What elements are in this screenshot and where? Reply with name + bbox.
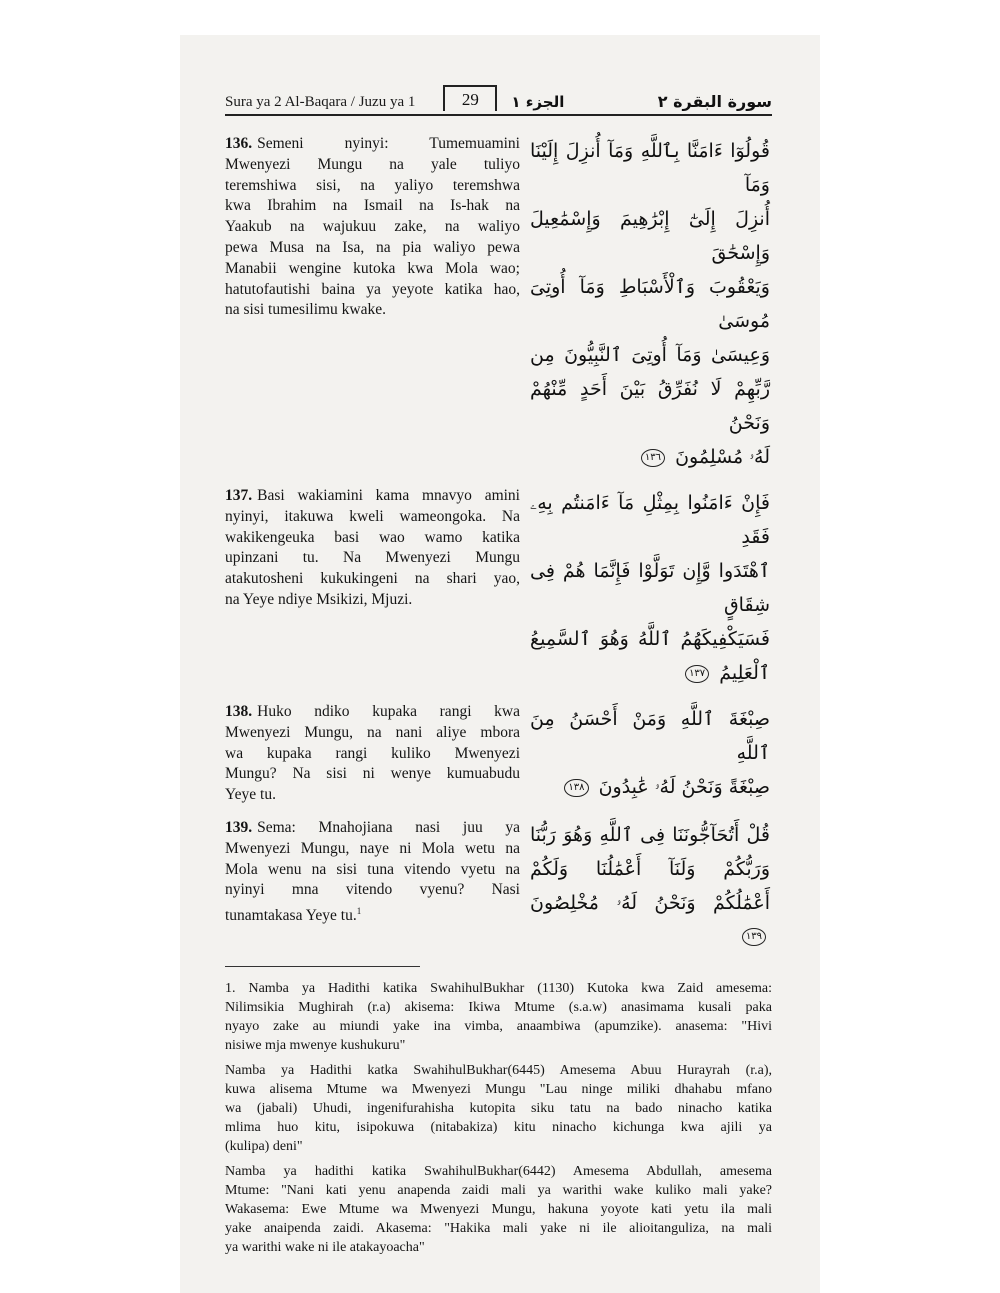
footnote-line: ya warithi wake ni ile atakayoacha": [225, 1240, 425, 1256]
translation-text: Sema: Mnahojiana nasi juu ya: [257, 818, 520, 836]
footnote-line: Wakasema: Ewe Mtume wa Mwenyezi Mungu, hakuna yoyote kati yetu ila mali: [225, 1202, 772, 1218]
translation-text: teremshiwa sisi, na yaliyo teremshwa: [225, 176, 520, 194]
arabic-text: رَّبِّهِمْ لَا نُفَرِّقُ بَيْنَ أَحَدٍ مِّنْهُمْ وَنَحْنُ: [530, 378, 770, 434]
translation-text: na sisi tumesilimu kwake.: [225, 301, 387, 319]
translation-line: [225, 860, 520, 881]
translation-line: [225, 764, 520, 785]
arabic-line: [530, 622, 770, 656]
translation-text: Mwenyezi Mungu na yale tuliyo: [225, 155, 520, 173]
arabic-line: [530, 656, 770, 690]
verse-translation: [225, 134, 520, 474]
translation-line: [225, 723, 520, 744]
arabic-line: [530, 338, 770, 372]
arabic-text: وَرَبُّكُمْ وَلَنَآ أَعْمَٰلُنَا وَلَكُمْ: [530, 857, 770, 880]
translation-text: nyinyi, itakuwa kweli wameongoka. Na: [225, 507, 520, 525]
verse-139: [225, 818, 772, 954]
arabic-text: فَإِنْ ءَامَنُوا بِمِثْلِ مَآ ءَامَنتُم بِهِۦ فَقَدِ: [530, 492, 770, 548]
translation-line: [225, 280, 520, 301]
arabic-text: أُنزِلَ إِلَىٰٓ إِبْرَٰهِيمَ وَإِسْمَٰعِيلَ وَإِسْحَٰقَ: [530, 208, 770, 264]
translation-line: [225, 839, 520, 860]
translation-text: pewa Musa na Isa, na pia waliyo pewa: [225, 238, 520, 256]
footnote-line: kuwa alisema Mtume wa Mwenyezi Mungu "Lau ninge miliki dhahabu mfano: [225, 1082, 772, 1098]
translation-text: Mungu? Na sisi ni wenye kumuabudu: [225, 765, 520, 783]
arabic-line: [530, 886, 770, 954]
translation-line: [225, 702, 520, 723]
translation-line: [225, 196, 520, 217]
arabic-line: [530, 134, 770, 202]
arabic-line: [530, 202, 770, 270]
footnote-line: Nilimsikia Mughirah (r.a) akisema: Ikiwa Mtume (s.a.w) anasimama kusali paka: [225, 1000, 772, 1016]
verse-translation: [225, 702, 520, 806]
header-surah-title: Sura ya 2 Al-Baqara / Juzu ya 1: [225, 94, 416, 110]
translation-line: [225, 300, 520, 321]
footnote-line: (kulipa) deni": [225, 1139, 303, 1155]
translation-text: hatutofautishi baina ya yeyote katika hao,: [225, 280, 520, 298]
translation-text: upinzani tu. Na Mwenyezi Mungu: [225, 549, 520, 567]
arabic-text: صِبْغَةً وَنَحْنُ لَهُۥ عَٰبِدُونَ: [598, 776, 770, 798]
verse-end-marker: ١٣٦: [641, 449, 665, 467]
footnote: [225, 1061, 772, 1156]
footnote-line: nisiwe mja mwenye kushukuru": [225, 1038, 406, 1054]
footnotes-section: [225, 979, 772, 1257]
footnote-marker: 1: [356, 906, 362, 917]
translation-line: [225, 744, 520, 765]
arabic-line: [530, 554, 770, 622]
arabic-line: [530, 372, 770, 440]
footnote-line: Namba ya hadithi katika SwahihulBukhar(6442) Amesema Abdullah, amesema: [225, 1164, 772, 1180]
translation-text: Huko ndiko kupaka rangi kwa: [257, 703, 520, 720]
footnote-line: nyayo zake au miundi yake ina vimba, anaambiwa (apumzike). anasema: "Hivi: [225, 1019, 772, 1035]
verse-arabic: [530, 486, 770, 690]
translation-text: Yaakub na wajukuu zake, na waliyo: [225, 218, 520, 236]
verse-number: 138.: [225, 703, 253, 720]
translation-line: [225, 259, 520, 280]
translation-text: Yeye tu.: [225, 786, 276, 804]
translation-text: Mwenyezi Mungu, na nani aliye mbora: [225, 723, 520, 741]
translation-text: wakikengeuka basi wao wamo katika: [225, 528, 520, 546]
translation-line: [225, 569, 520, 590]
page-number: 29: [443, 85, 497, 111]
arabic-text: ٱهْتَدَوا وَّإِن تَوَلَّوْا فَإِنَّمَا هُمْ فِى شِقَاقٍ: [530, 560, 770, 616]
translation-line: [225, 818, 520, 839]
translation-text: atakutosheni kukukingeni na shari yao,: [225, 570, 520, 588]
footnote-line: yake anaipenda zaidi. Akasema: "Hakika mali yake ni ile alioitanguliza, na mali: [225, 1221, 772, 1237]
footnote-line: 1. Namba ya Hadithi katika SwahihulBukhar (1130) Kutoka kwa Zaid amesema:: [225, 981, 772, 997]
book-page: [180, 35, 820, 1293]
arabic-text: وَعِيسَىٰ وَمَآ أُوتِىَ ٱلنَّبِيُّونَ مِن: [530, 344, 770, 366]
verse-138: [225, 702, 772, 806]
arabic-text: ٱلْعَلِيمُ: [719, 662, 770, 684]
translation-line: [225, 238, 520, 259]
footnote-line: Namba ya Hadithi katka SwahihulBukhar(6445) Amesema Abuu Hurayrah (r.a),: [225, 1063, 772, 1079]
verse-number: 137.: [225, 487, 253, 504]
verse-number: 139.: [225, 818, 253, 836]
translation-text: na Yeye ndiye Msikizi, Mjuzi.: [225, 590, 413, 608]
arabic-text: لَهُۥ مُسْلِمُونَ: [675, 446, 770, 468]
arabic-text: وَيَعْقُوبَ وَٱلْأَسْبَاطِ وَمَآ أُوتِىَ مُوسَىٰ: [530, 276, 770, 332]
page-header: [225, 85, 772, 116]
verse-end-marker: ١٣٨: [564, 779, 588, 797]
arabic-line: [530, 486, 770, 554]
translation-text: tunamtakasa Yeye tu.: [225, 907, 357, 925]
verse-translation: [225, 486, 520, 690]
arabic-line: [530, 270, 770, 338]
footnote: [225, 1162, 772, 1257]
verse-136: [225, 134, 772, 474]
footnote-line: mlima huo kitu, isipokuwa (nitabakiza) kitu ninacho kichunga kwa ajili ya: [225, 1120, 772, 1136]
translation-line: [225, 880, 520, 901]
translation-line: [225, 785, 520, 806]
verse-translation: [225, 818, 520, 954]
arabic-line: [530, 440, 770, 474]
translation-text: Manabii wengine kutoka kwa Mola wao;: [225, 259, 520, 277]
translation-text: Mwenyezi Mungu, naye ni Mola wetu na: [225, 839, 520, 857]
arabic-text: صِبْغَةَ ٱللَّهِ وَمَنْ أَحْسَنُ مِنَ ٱللَّهِ: [530, 708, 770, 764]
verse-arabic: [530, 818, 770, 954]
translation-line: [225, 507, 520, 528]
verse-number: 136.: [225, 135, 253, 152]
verse-end-marker: ١٣٩: [742, 928, 766, 946]
translation-text: wa kupaka rangi kuliko Mwenyezi: [225, 744, 520, 762]
footnote-line: wa (jabali) Uhudi, ingenifurahisha kutopita siku tatu na bado ninacho katika: [225, 1101, 772, 1117]
header-surah-arabic: سورة البقرة ٢: [657, 92, 772, 111]
translation-text: Semeni nyinyi: Tumemuamini: [257, 135, 520, 152]
arabic-text: فَسَيَكْفِيكَهُمُ ٱللَّهُ وَهُوَ ٱلسَّمِيعُ: [530, 628, 770, 650]
translation-text: nyinyi mna vitendo vyenu? Nasi: [225, 881, 520, 899]
arabic-text: أَعْمَٰلُكُمْ وَنَحْنُ لَهُۥ مُخْلِصُونَ: [530, 891, 770, 914]
translation-line: [225, 217, 520, 238]
footnote-divider: [225, 966, 420, 968]
translation-line: [225, 134, 520, 155]
arabic-text: قُولُوٓا ءَامَنَّا بِٱللَّهِ وَمَآ أُنزِلَ إِلَيْنَا وَمَآ: [530, 140, 770, 196]
footnote-line: Mtume: "Nani kati yenu anapenda zaidi mali ya warithi wake kuliko mali yake?: [225, 1183, 772, 1199]
verses-section: [225, 134, 772, 954]
translation-line: [225, 176, 520, 197]
translation-line: [225, 548, 520, 569]
arabic-line: [530, 818, 770, 852]
arabic-text: قُلْ أَتُحَآجُّونَنَا فِى ٱللَّهِ وَهُوَ رَبُّنَا: [530, 823, 770, 846]
verse-end-marker: ١٣٧: [685, 665, 709, 683]
verse-arabic: [530, 134, 770, 474]
translation-line: [225, 528, 520, 549]
translation-line: [225, 155, 520, 176]
arabic-line: [530, 702, 770, 770]
translation-line: [225, 486, 520, 507]
arabic-line: [530, 770, 770, 804]
translation-text: Mola wenu na sisi tuna vitendo vyetu na: [225, 860, 520, 878]
footnote: [225, 979, 772, 1055]
verse-arabic: [530, 702, 770, 806]
arabic-line: [530, 852, 770, 886]
header-juz-arabic: الجزء ١: [511, 93, 565, 111]
verse-137: [225, 486, 772, 690]
translation-text: Basi wakiamini kama mnavyo amini: [257, 487, 520, 504]
translation-line: [225, 901, 520, 927]
translation-text: kwa Ibrahim na Ismail na Is-hak na: [225, 197, 520, 215]
translation-line: [225, 590, 520, 611]
